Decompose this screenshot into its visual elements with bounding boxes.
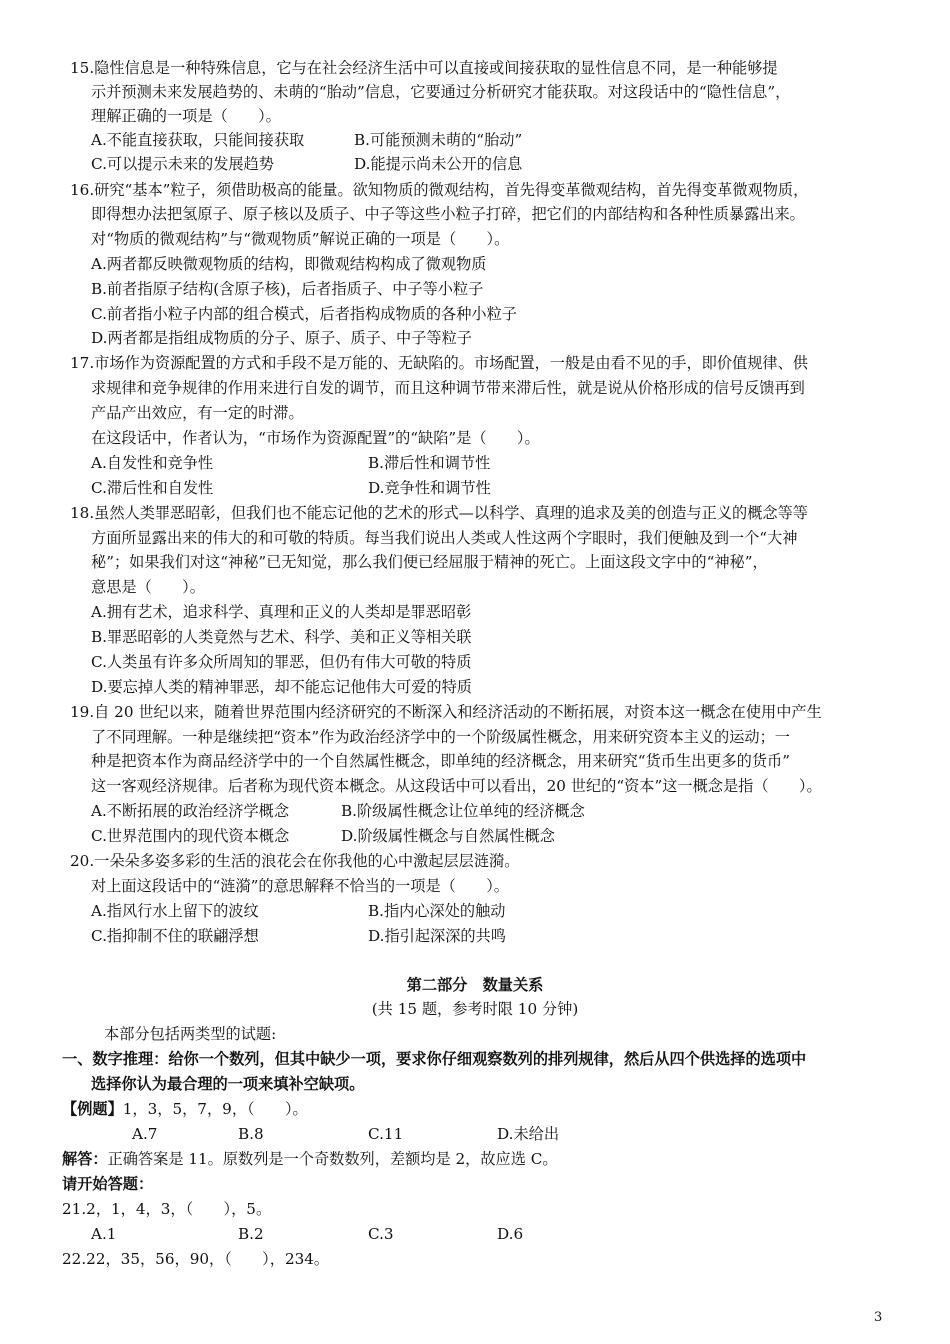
- q19-stem-line-2: 了不同理解。一种是继续把“资本”作为政治经济学中的一个阶级属性概念，用来研究资本主义的运动；一: [91, 728, 790, 746]
- q17-option-c: C.滞后性和自发性: [91, 479, 214, 497]
- q22-stem: 22.22，35，56，90，（ ），234。: [62, 1250, 330, 1268]
- q20-option-c: C.指抑制不住的联翩浮想: [91, 927, 259, 945]
- q17-stem-line-1: 17.市场作为资源配置的方式和手段不是万能的、无缺陷的。市场配置，一般是由看不见的手，即价值规律、供: [70, 354, 808, 372]
- q18-option-c: C.人类虽有许多众所周知的罪恶，但仍有伟大可敬的特质: [91, 653, 472, 671]
- q15-stem-line-2: 示并预测未来发展趋势的、未萌的“胎动”信息，它要通过分析研究才能获取。对这段话中的“隐性信息”，: [91, 83, 791, 101]
- example-label: 【例题】: [62, 1100, 123, 1118]
- q16-option-c: C.前者指小粒子内部的组合模式，后者指构成物质的各种小粒子: [91, 305, 517, 323]
- q20-stem-line-1: 20.一朵朵多姿多彩的生活的浪花会在你我他的心中激起层层涟漪。: [70, 852, 520, 870]
- q15-option-d: D.能提示尚未公开的信息: [354, 155, 523, 173]
- example-option-b: B.8: [238, 1125, 264, 1143]
- page-number: 3: [874, 1310, 883, 1325]
- q20-option-b: B.指内心深处的触动: [368, 902, 506, 920]
- q16-stem-line-3: 对“物质的微观结构”与“微观物质”解说正确的一项是（ ）。: [91, 230, 510, 248]
- q17-option-d: D.竞争性和调节性: [368, 479, 491, 497]
- q19-option-b: B.阶级属性概念让位单纯的经济概念: [341, 802, 585, 820]
- example-option-a: A.7: [132, 1125, 158, 1143]
- example-line: [62, 1099, 308, 1119]
- q17-stem-line-4: 在这段话中，作者认为，“市场作为资源配置”的“缺陷”是（ ）。: [91, 429, 540, 447]
- q15-option-a: A.不能直接获取，只能间接获取: [91, 131, 305, 149]
- q15-option-c: C.可以提示未来的发展趋势: [91, 155, 274, 173]
- example-answer-line: [62, 1149, 558, 1169]
- q16-option-b: B.前者指原子结构(含原子核)，后者指质子、中子等小粒子: [91, 280, 484, 298]
- q16-stem-line-1: 16.研究“基本”粒子，须借助极高的能量。欲知物质的微观结构，首先得变革微观结构，首先得变革微观物质，: [70, 181, 809, 199]
- q15-stem-line-1: 15.隐性信息是一种特殊信息，它与在社会经济生活中可以直接或间接获取的显性信息不同，是一种能够提: [70, 59, 778, 77]
- example-answer-label: 解答：: [62, 1150, 108, 1168]
- q19-option-c: C.世界范围内的现代资本概念: [91, 827, 290, 845]
- q21-option-b: B.2: [238, 1225, 264, 1243]
- q19-stem-line-4: 这一客观经济规律。后者称为现代资本概念。从这段话中可以看出，20 世纪的“资本”这一概念是指（ ）。: [91, 777, 822, 795]
- example-option-c: C.11: [368, 1125, 404, 1143]
- q17-option-a: A.自发性和竞争性: [91, 454, 214, 472]
- q20-option-d: D.指引起深深的共鸣: [368, 927, 506, 945]
- q20-option-a: A.指风行水上留下的波纹: [91, 902, 259, 920]
- section-subtitle: (共 15 题，参考时限 10 分钟): [371, 1000, 579, 1018]
- q18-option-a: A.拥有艺术，追求科学、真理和正义的人类却是罪恶昭彰: [91, 603, 472, 621]
- q18-stem-line-2: 方面所显露出来的伟大的和可敬的特质。每当我们说出人类或人性这两个字眼时，我们便触及到一个“大神: [91, 529, 798, 547]
- example-sequence: 1，3，5，7，9，（ ）。: [122, 1100, 308, 1118]
- q19-option-a: A.不断拓展的政治经济学概念: [91, 802, 290, 820]
- q17-option-b: B.滞后性和调节性: [368, 454, 491, 472]
- q16-stem-line-2: 即得想办法把氢原子、原子核以及质子、中子等这些小粒子打碎，把它们的内部结构和各种性质暴露出来。: [91, 205, 805, 223]
- q18-stem-line-4: 意思是（ ）。: [91, 578, 205, 596]
- q18-option-d: D.要忘掉人类的精神罪恶，却不能忘记他伟大可爱的特质: [91, 678, 472, 696]
- q19-stem-line-1: 19.自 20 世纪以来，随着世界范围内经济研究的不断深入和经济活动的不断拓展，对资本这一概念在使用中产生: [70, 703, 822, 721]
- section-title: 第二部分 数量关系: [406, 976, 544, 994]
- q17-stem-line-2: 求规律和竞争规律的作用来进行自发的调节，而且这种调节带来滞后性，就是说从价格形成的信号反馈再到: [91, 379, 805, 397]
- q18-stem-line-1: 18.虽然人类罪恶昭彰，但我们也不能忘记他的艺术的形式—以科学、真理的追求及美的创造与正义的概念等等: [70, 504, 808, 522]
- q19-option-d: D.阶级属性概念与自然属性概念: [341, 827, 555, 845]
- section-intro: 本部分包括两类型的试题:: [104, 1025, 277, 1043]
- q16-option-d: D.两者都是指组成物质的分子、原子、质子、中子等粒子: [91, 329, 472, 347]
- q15-stem-line-3: 理解正确的一项是（ ）。: [91, 107, 281, 125]
- q21-stem: 21.2，1，4，3，（ ），5。: [62, 1200, 272, 1218]
- start-answering-label: 请开始答题：: [62, 1175, 154, 1193]
- q15-option-b: B.可能预测未萌的“胎动”: [354, 131, 523, 149]
- number-reasoning-instruction-line-2: 选择你认为最合理的一项来填补空缺项。: [91, 1075, 365, 1093]
- q21-option-a: A.1: [91, 1225, 117, 1243]
- q16-option-a: A.两者都反映微观物质的结构，即微观结构构成了微观物质: [91, 255, 487, 273]
- q19-stem-line-3: 种是把资本作为商品经济学中的一个自然属性概念，即单纯的经济概念，用来研究“货币生出更多的货币”: [91, 752, 790, 770]
- q20-stem-line-2: 对上面这段话中的“涟漪”的意思解释不恰当的一项是（ ）。: [91, 877, 509, 895]
- q18-stem-line-3: 秘”；如果我们对这“神秘”已无知觉，那么我们便已经屈服于精神的死亡。上面这段文字中的“神秘”，: [91, 553, 768, 571]
- q17-stem-line-3: 产品产出效应，有一定的时滞。: [91, 404, 304, 422]
- example-option-d: D.未给出: [497, 1125, 560, 1143]
- q21-option-c: C.3: [368, 1225, 394, 1243]
- example-answer-text: 正确答案是 11。原数列是一个奇数数列，差额均是 2，故应选 C。: [107, 1150, 558, 1168]
- q18-option-b: B.罪恶昭彰的人类竟然与艺术、科学、美和正义等相关联: [91, 628, 472, 646]
- q21-option-d: D.6: [497, 1225, 524, 1243]
- number-reasoning-instruction-line-1: 一、数字推理：给你一个数列，但其中缺少一项，要求你仔细观察数列的排列规律，然后从四个供选择的选项中: [62, 1050, 807, 1068]
